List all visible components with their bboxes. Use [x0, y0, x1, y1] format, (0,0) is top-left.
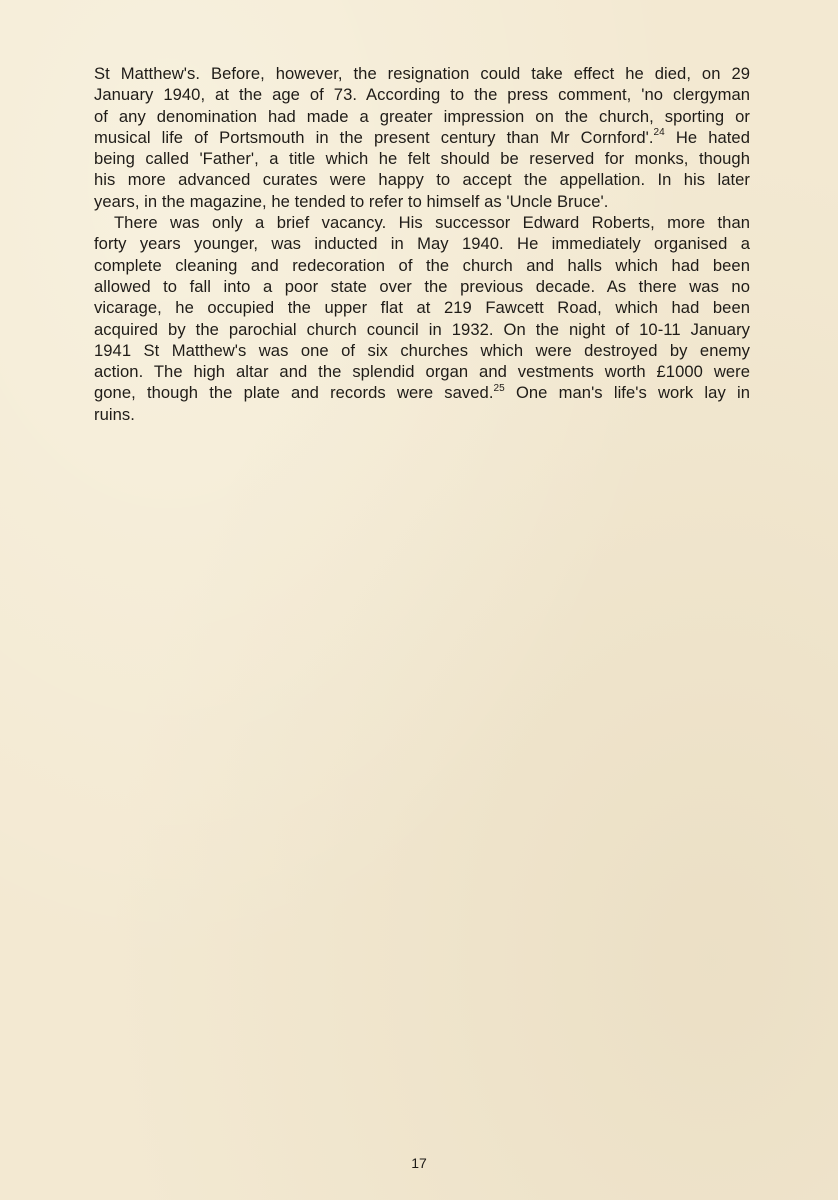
text-line: acquired by the parochial church council in 1932. On the night of 10-11 January — [94, 319, 750, 339]
text-line: musical life of Portsmouth in the present century than Mr Cornford'.$^{24}$ He hated — [94, 127, 750, 147]
page-number: 17 — [411, 1155, 427, 1171]
text-line: St Matthew's. Before, however, the resignation could take effect he died, on 29 — [94, 64, 750, 83]
body-text — [94, 63, 750, 425]
text-line: action. The high altar and the splendid organ and vestments worth £1000 were — [94, 362, 750, 382]
text-line: gone, though the plate and records were saved.$^{25}$ One man's life's work lay in — [94, 382, 751, 403]
text-line: forty years younger, was inducted in May 1940. He immediately organised a — [94, 234, 750, 254]
text-line: years, in the magazine, he tended to refer to himself as 'Uncle Bruce'. — [94, 191, 609, 211]
paragraph-1 — [94, 63, 750, 212]
footnote-ref-25: 25 — [493, 382, 505, 394]
text-line: of any denomination had made a greater impression on the church, sporting or — [94, 106, 750, 126]
text-line: complete cleaning and redecoration of the church and halls which had been — [94, 255, 750, 275]
text-line: his more advanced curates were happy to accept the appellation. In his later — [94, 170, 750, 190]
paragraph-2 — [94, 212, 750, 425]
text-line: vicarage, he occupied the upper flat at 219 Fawcett Road, which had been — [94, 298, 750, 318]
footnote-ref-24: 24 — [653, 127, 665, 139]
text-line: being called 'Father', a title which he felt should be reserved for monks, though — [94, 149, 750, 169]
text-line: ruins. — [94, 404, 135, 424]
text-line: January 1940, at the age of 73. According to the press comment, 'no clergyman — [94, 85, 750, 105]
text-line: 1941 St Matthew's was one of six churches which were destroyed by enemy — [94, 340, 750, 360]
text-line: allowed to fall into a poor state over the previous decade. As there was no — [94, 276, 750, 296]
text-line: There was only a brief vacancy. His successor Edward Roberts, more than — [114, 213, 750, 233]
